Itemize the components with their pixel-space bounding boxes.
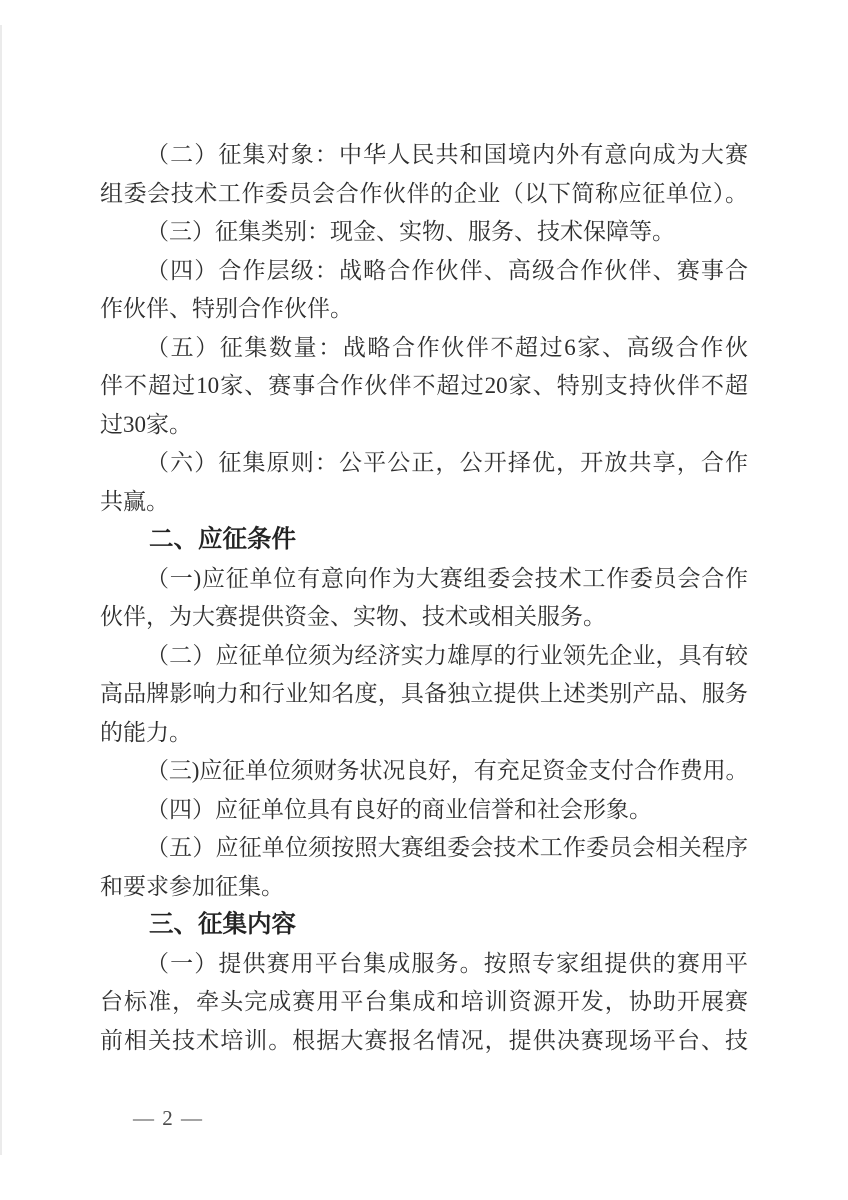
doc-line: （五）应征单位须按照大赛组委会技术工作委员会相关程序: [146, 835, 748, 860]
doc-line: （二）征集对象：中华人民共和国境内外有意向成为大赛: [146, 142, 748, 167]
doc-line: （三)应征单位须财务状况良好，有充足资金支付合作费用。: [146, 758, 748, 783]
doc-line: 过30家。: [100, 411, 192, 437]
doc-line: 作伙伴、特别合作伙伴。: [100, 296, 353, 321]
doc-line: （五）征集数量：战略合作伙伴不超过6家、高级合作伙: [146, 334, 748, 360]
doc-line: （三）征集类别：现金、实物、服务、技术保障等。: [146, 219, 675, 244]
section-heading-content: 三、征集内容: [149, 911, 296, 938]
doc-line: 高品牌影响力和行业知名度，具备独立提供上述类别产品、服务: [100, 681, 748, 706]
doc-line: （四）合作层级：战略合作伙伴、高级合作伙伴、赛事合: [146, 257, 748, 283]
doc-line: 伴不超过10家、赛事合作伙伴不超过20家、特别支持伙伴不超: [100, 373, 748, 398]
doc-line: （一）提供赛用平台集成服务。按照专家组提供的赛用平: [146, 950, 748, 976]
doc-line: 和要求参加征集。: [100, 873, 284, 899]
doc-line: 台标准，牵头完成赛用平台集成和培训资源开发，协助开展赛: [100, 989, 748, 1014]
doc-line: （二）应征单位须为经济实力雄厚的行业领先企业，具有较: [146, 642, 748, 668]
page-footer: [133, 1106, 204, 1131]
doc-line: （一)应征单位有意向作为大赛组委会技术工作委员会合作: [146, 565, 748, 591]
document-body: [100, 136, 748, 1060]
doc-line: 组委会技术工作委员会合作伙伴的企业（以下简称应征单位）。: [100, 180, 748, 206]
doc-line: 伙伴，为大赛提供资金、实物、技术或相关服务。: [100, 604, 606, 629]
page-number: — 2 —: [133, 1106, 204, 1130]
section-heading-conditions: 二、应征条件: [149, 526, 296, 553]
doc-line: （六）征集原则：公平公正，公开择优，开放共享，合作: [146, 450, 748, 475]
doc-line: 的能力。: [100, 719, 192, 745]
doc-line: 前相关技术培训。根据大赛报名情况，提供决赛现场平台、技: [100, 1027, 748, 1053]
doc-line: （四）应征单位具有良好的商业信誉和社会形象。: [146, 796, 652, 822]
doc-line: 共赢。: [100, 488, 169, 514]
scan-edge-artifact: [0, 25, 2, 1155]
